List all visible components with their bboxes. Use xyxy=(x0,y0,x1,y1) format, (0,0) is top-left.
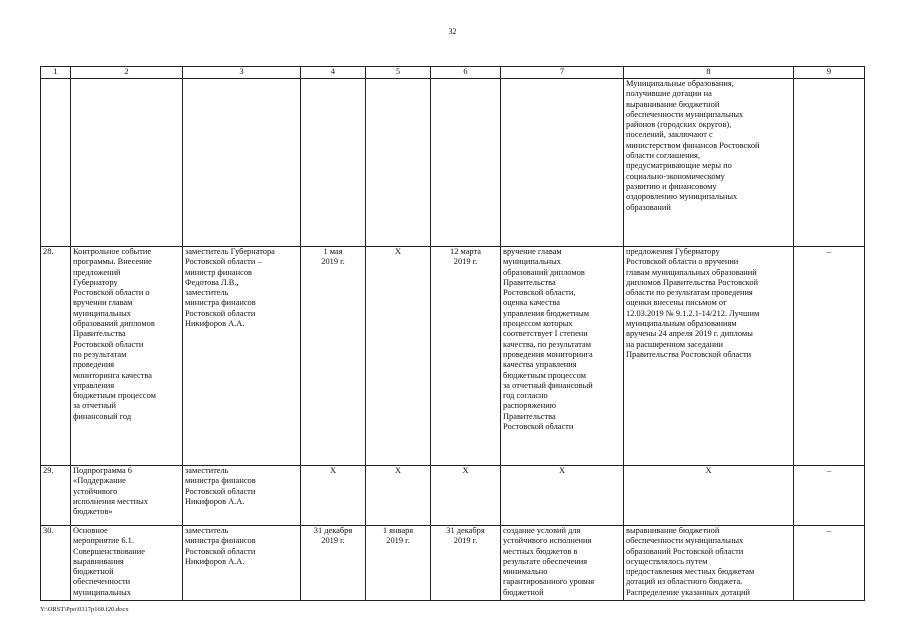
expected-result xyxy=(501,79,624,247)
actual-end xyxy=(431,79,501,247)
actual-end: 31 декабря 2019 г. xyxy=(431,526,501,601)
event-name xyxy=(71,79,183,247)
actual-start xyxy=(366,79,431,247)
header-row xyxy=(41,67,865,79)
planned-date: 1 мая 2019 г. xyxy=(301,247,366,466)
reason: – xyxy=(794,466,865,526)
event-name: Основное мероприятие 6.1. Совершенствование выравнивания бюджетной обеспеченности муниципальных xyxy=(71,526,183,601)
table-row xyxy=(41,466,865,526)
reason: – xyxy=(794,247,865,466)
actual-start: Х xyxy=(366,247,431,466)
page-number: 32 xyxy=(448,27,457,36)
actual-end: 12 марта 2019 г. xyxy=(431,247,501,466)
expected-result: Х xyxy=(501,466,624,526)
event-name: Подпрограмма 6 «Поддержание устойчивого исполнения местных бюджетов» xyxy=(71,466,183,526)
actual-result: Муниципальные образования, получившие дотации на выравнивание бюджетной обеспеченности муниципальных районов (городских округов), поселений, заключают с министерством финансов Ростовской области соглашения, предусматривающие меры по социально-экономическому развитию и финансовому оздоровлению муниципальных образований xyxy=(624,79,794,247)
event-name: Контрольное событие программы. Внесение предложений Губернатору Ростовской области о вручении главам муниципальных образований дипломов Правительства Ростовской области по результатам проведения мониторинга качества управления бюджетным процессом за отчетный финансовый год xyxy=(71,247,183,466)
column-header: 8 xyxy=(624,67,794,79)
actual-start: Х xyxy=(366,466,431,526)
row-number: 29. xyxy=(41,466,71,526)
planned-date xyxy=(301,79,366,247)
column-header: 6 xyxy=(431,67,501,79)
expected-result: вручение главам муниципальных образований дипломов Правительства Ростовской области, оценка качества управления бюджетным процессом которых соответствует I степени качества, по результатам проведения мониторинга качества управления бюджетным процессом за отчетный финансовый год согласно распоряжению Правительства Ростовской области xyxy=(501,247,624,466)
column-header: 5 xyxy=(366,67,431,79)
table-row xyxy=(41,247,865,466)
responsible-person: заместитель министра финансов Ростовской области Никифоров А.А. xyxy=(183,526,301,601)
row-number xyxy=(41,79,71,247)
responsible-person xyxy=(183,79,301,247)
planned-date: 31 декабря 2019 г. xyxy=(301,526,366,601)
row-number: 30. xyxy=(41,526,71,601)
report-table xyxy=(40,66,865,601)
responsible-person: заместитель Губернатора Ростовской области – министр финансов Федотова Л.В., заместитель министра финансов Ростовской области Никифоров А.А. xyxy=(183,247,301,466)
column-header: 9 xyxy=(794,67,865,79)
actual-result: предложения Губернатору Ростовской области о вручении главам муниципальных образований дипломов Правительства Ростовской области по результатам проведения оценки внесены письмом от 12.03.2019 № 9.1.2.1-14/212. Лучшим муниципальным образованиям вручены 24 апреля 2019 г. дипломы на расширенном заседании Правительства Ростовской области xyxy=(624,247,794,466)
column-header: 2 xyxy=(71,67,183,79)
actual-result: Х xyxy=(624,466,794,526)
actual-end: Х xyxy=(431,466,501,526)
reason xyxy=(794,79,865,247)
column-header: 3 xyxy=(183,67,301,79)
table-row xyxy=(41,526,865,601)
column-header: 4 xyxy=(301,67,366,79)
column-header: 7 xyxy=(501,67,624,79)
column-header: 1 xyxy=(41,67,71,79)
table-row xyxy=(41,79,865,247)
row-number: 28. xyxy=(41,247,71,466)
reason: – xyxy=(794,526,865,601)
file-path-footer: Y:\ORST\Ppo\0317p160.f20.docx xyxy=(40,606,129,613)
actual-result: выравнивание бюджетной обеспеченности муниципальных образований Ростовской области осуществлялось путем предоставления местных бюджетам дотаций из областного бюджета. Распределение указанных дотаций xyxy=(624,526,794,601)
planned-date: Х xyxy=(301,466,366,526)
responsible-person: заместитель министра финансов Ростовской области Никифоров А.А. xyxy=(183,466,301,526)
actual-start: 1 января 2019 г. xyxy=(366,526,431,601)
expected-result: создание условий для устойчивого исполнения местных бюджетов в результате обеспечения минимально гарантированного уровня бюджетной xyxy=(501,526,624,601)
